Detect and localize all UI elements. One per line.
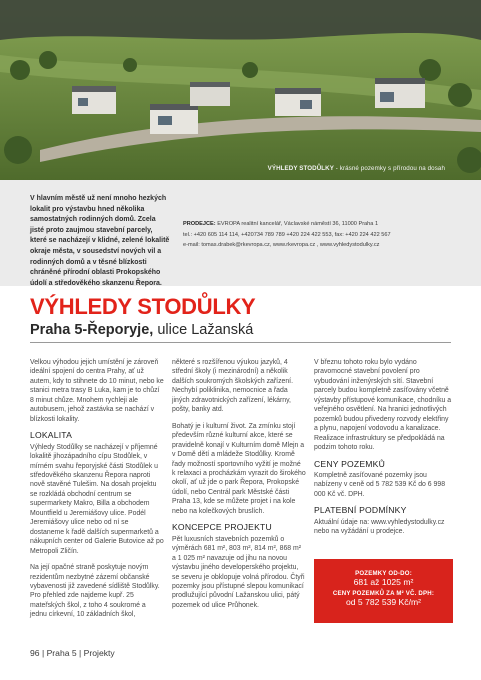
- hero-caption: [268, 165, 445, 172]
- column-2: [172, 358, 306, 617]
- page-footer: 96 | Praha 5 | Projekty: [30, 648, 115, 658]
- producer-address: EVROPA realitní kancelář, Václavské náměstí 36, 11000 Praha 1: [215, 221, 379, 227]
- paragraph: Výhledy Stodůlky se nacházejí v příjemné lokalitě jihozápadního cípu Stodůlek, v mírném svahu řeporyjské části Stodůlek u středověkého skanzenu Řepora naproti nově stavěné Tulešim. Na dosah projektu se rozkládá obchodní centrum se supermarkety Makro, Billa a obchodem Mountfield u Jeremiášovy ulice. Podél Jeremiášovy ulice nebo od ní se dostaneme k řadě dalších supermarketů a nákupních center od Galerie Butovice až po Metropoli Zličín.: [30, 443, 164, 555]
- paragraph: Bohatý je i kulturní život. Za zmínku stojí především různé kulturní akce, které se pravidelně konají v Kulturním domě Mlejn a v Domě dětí a mládeže Stodůlky. Kromě řady možností sportovního vyžití je možné k relaxaci a procházkám vyrazit do širokého okolí, ať už jde o park Řepora, Prokopské údolí, nebo Centrál park Městské části Praha 13, kde se můžete projet i na kole nebo na kolečkových bruslích.: [172, 422, 306, 515]
- aerial-rendering: [0, 0, 481, 180]
- area-value: 681 až 1025 m²: [353, 577, 414, 587]
- producer-email-web: e-mail: tomas.drabek@rkevropa.cz, www.rkevropa.cz , www.vyhledystodulky.cz: [183, 242, 380, 248]
- producer-phone: tel.: +420 605 114 114, +420734 789 789 +420 224 422 553, fax: +420 224 422 567: [183, 231, 391, 238]
- intro-paragraph: V hlavním městě už není mnoho hezkých lokalit pro výstavbu hned několika samostatných rodinných domů. Zcela jisté proto zaujmou stavební parcely, které se nacházejí v klidné, zelené lokalitě okraje města, v sousedství nových vil a rodinných domů a v těsné blízkosti chráněné přírodní oblasti Prokopského údolí a středověkého skanzenu Řepora.: [30, 195, 170, 287]
- subtitle-location: Praha 5-Řeporyje,: [30, 322, 154, 338]
- paragraph: Na její opačné straně poskytuje novým rezidentům nezbytné zázemí občanské vybavenosti již zavedené sídliště Stodůlky. Pro přehled zde najdeme kupř. 25 mateřských škol, z toho 4 soukromé a jednu církevní, 10 základních škol,: [30, 564, 160, 619]
- section-heading-koncepce: KONCEPCE PROJEKTU: [172, 522, 272, 533]
- paragraph: Pět luxusních stavebních pozemků o výměrách 681 m², 803 m², 814 m², 868 m² a 1 025 m² navazuje od jihu na novou výstavbu jiného developerského projektu, se severu je obklopuje volná přírodou. Čtyři pozemky jsou přístupné slepou komunikací prodlužující původní Lažanskou ulici, pátý pozemek od ulice Průhonek.: [172, 535, 305, 609]
- price-box: [314, 559, 453, 623]
- producer-contact: [183, 219, 473, 251]
- section-heading-ceny: CENY POZEMKŮ: [314, 458, 386, 469]
- divider: [30, 342, 451, 343]
- price-value: od 5 782 539 Kč/m²: [345, 597, 421, 607]
- paragraph: V březnu tohoto roku bylo vydáno pravomocné stavební povolení pro vybudování inženýrských sítí. Stavební parcely budou kompletně zasíťovány včetně výstavby přístupové komunikace, chodníku a veřejného osvětlení. Na hranici jednotlivých pozemků budou přivedeny rozvody elektřiny a plynu, napojení vodovodu a kanalizace. Realizace infrastruktury se předpokládá na podzim tohoto roku.: [314, 359, 452, 452]
- paragraph: některé s rozšířenou výukou jazyků, 4 střední školy (i mezinárodní) a několik dalších soukromých školských zařízení. Nechybí poliklinika, nemocnice a řada jiných zdravotnických zařízení, lékárny, pošty, banky atd.: [172, 359, 294, 414]
- section-heading-platebni: PLATEBNÍ PODMÍNKY: [314, 505, 407, 516]
- producer-label: PRODEJCE:: [183, 221, 216, 227]
- hero-image: [0, 0, 481, 180]
- paragraph: Velkou výhodou jejich umístění je zároveň ideální spojení do centra Prahy, ať už autem, kdy to stihnete do 10 minut, nebo ke stanici metra trasy B Luka, kam je to chůzí 8 minut chůze. Mnohem rychleji ale autobusem, jehož zastávka se nachází v blízkosti lokality.: [30, 359, 164, 423]
- section-heading-lokalita: LOKALITA: [30, 430, 73, 441]
- price-label: CENY POZEMKŮ ZA M² VČ. DPH:: [332, 590, 435, 597]
- article-title: VÝHLEDY STODŮLKY: [30, 294, 256, 319]
- column-3: [314, 358, 454, 544]
- paragraph: Aktuální údaje na: www.vyhledystodulky.cz nebo na vyžádání u prodejce.: [314, 518, 445, 536]
- article-subtitle: [30, 322, 253, 338]
- hero-caption-title: VÝHLEDY STODŮLKY: [267, 165, 334, 172]
- paragraph: Kompletně zasíťované pozemky jsou nabízeny v ceně od 5 782 539 Kč do 6 998 000 Kč vč. DPH.: [314, 471, 446, 498]
- area-label: POZEMKY OD-DO:: [355, 570, 412, 577]
- hero-caption-text: - krásné pozemky s přírodou na dosah: [333, 165, 445, 172]
- subtitle-street: ulice Lažanská: [153, 322, 254, 338]
- column-1: [30, 358, 164, 627]
